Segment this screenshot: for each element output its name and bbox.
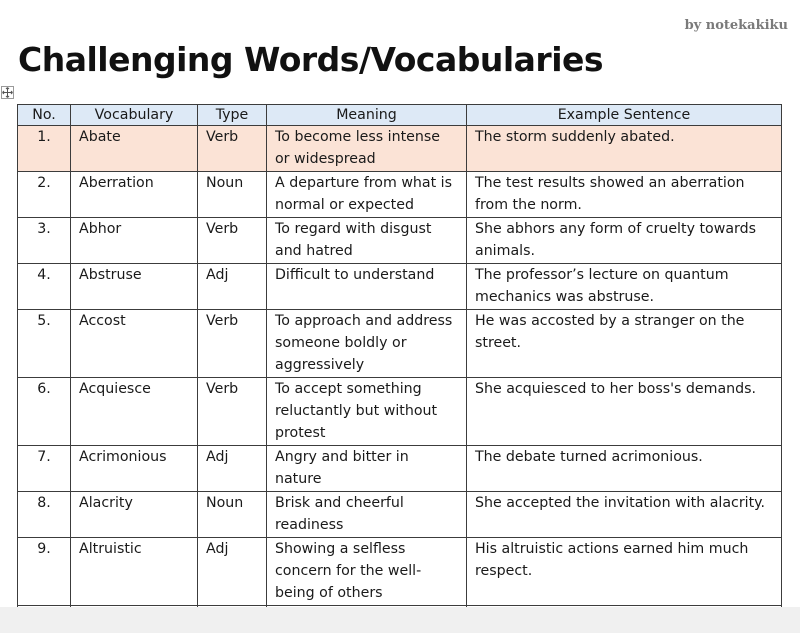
cell-meaning: Difficult to understand bbox=[267, 264, 467, 310]
cell-example: His altruistic actions earned him much respect. bbox=[467, 538, 782, 606]
cell-vocabulary: Accost bbox=[71, 310, 198, 378]
table-row bbox=[18, 492, 782, 538]
cell-type: Adj bbox=[198, 264, 267, 310]
page-title: Challenging Words/Vocabularies bbox=[18, 40, 604, 79]
table-body bbox=[18, 126, 782, 608]
cell-meaning: Brisk and cheerful readiness bbox=[267, 492, 467, 538]
cell-type: Verb bbox=[198, 378, 267, 446]
cell-example: The test results showed an aberration from the norm. bbox=[467, 172, 782, 218]
cell-type: Noun bbox=[198, 492, 267, 538]
vocabulary-table bbox=[17, 104, 782, 607]
cell-meaning: To regard with disgust and hatred bbox=[267, 218, 467, 264]
header-vocabulary: Vocabulary bbox=[71, 105, 198, 126]
cell-example: She abhors any form of cruelty towards animals. bbox=[467, 218, 782, 264]
cell-vocabulary: Aberration bbox=[71, 172, 198, 218]
table-row bbox=[18, 310, 782, 378]
table-header-row bbox=[18, 105, 782, 126]
header-meaning: Meaning bbox=[267, 105, 467, 126]
cell-example: The debate turned acrimonious. bbox=[467, 446, 782, 492]
cell-type: Verb bbox=[198, 126, 267, 172]
table-row bbox=[18, 264, 782, 310]
cell-meaning: To become less intense or widespread bbox=[267, 126, 467, 172]
cell-no: 6. bbox=[18, 378, 71, 446]
cell-meaning: To accept something reluctantly but without protest bbox=[267, 378, 467, 446]
cell-vocabulary: Abate bbox=[71, 126, 198, 172]
cell-type: Adj bbox=[198, 446, 267, 492]
table-move-handle-icon[interactable] bbox=[1, 86, 14, 99]
header-no: No. bbox=[18, 105, 71, 126]
header-example: Example Sentence bbox=[467, 105, 782, 126]
watermark: by notekakiku bbox=[684, 18, 788, 33]
cell-no: 8. bbox=[18, 492, 71, 538]
cell-meaning: Showing a selfless concern for the well-being of others bbox=[267, 538, 467, 606]
table-row bbox=[18, 218, 782, 264]
cell-type: Verb bbox=[198, 218, 267, 264]
table-row bbox=[18, 172, 782, 218]
cell-type: Adj bbox=[198, 538, 267, 606]
cell-type: Verb bbox=[198, 310, 267, 378]
cell-meaning: Angry and bitter in nature bbox=[267, 446, 467, 492]
cell-example: The professor’s lecture on quantum mechanics was abstruse. bbox=[467, 264, 782, 310]
cell-vocabulary: Abhor bbox=[71, 218, 198, 264]
window-bottom-strip bbox=[0, 607, 800, 633]
cell-no: 5. bbox=[18, 310, 71, 378]
cell-example: The storm suddenly abated. bbox=[467, 126, 782, 172]
cell-vocabulary: Acquiesce bbox=[71, 378, 198, 446]
cell-no: 2. bbox=[18, 172, 71, 218]
cell-meaning: A departure from what is normal or expected bbox=[267, 172, 467, 218]
header-type: Type bbox=[198, 105, 267, 126]
cell-no: 1. bbox=[18, 126, 71, 172]
cell-no: 3. bbox=[18, 218, 71, 264]
cell-vocabulary: Altruistic bbox=[71, 538, 198, 606]
cell-vocabulary: Alacrity bbox=[71, 492, 198, 538]
cell-vocabulary: Abstruse bbox=[71, 264, 198, 310]
cell-type: Noun bbox=[198, 172, 267, 218]
cell-no: 7. bbox=[18, 446, 71, 492]
cell-no: 4. bbox=[18, 264, 71, 310]
cell-example: He was accosted by a stranger on the street. bbox=[467, 310, 782, 378]
table-row bbox=[18, 378, 782, 446]
cell-vocabulary: Acrimonious bbox=[71, 446, 198, 492]
table-row bbox=[18, 446, 782, 492]
table-row bbox=[18, 538, 782, 606]
cell-meaning: To approach and address someone boldly or aggressively bbox=[267, 310, 467, 378]
cell-no: 9. bbox=[18, 538, 71, 606]
table-row bbox=[18, 126, 782, 172]
cell-example: She accepted the invitation with alacrity. bbox=[467, 492, 782, 538]
cell-example: She acquiesced to her boss's demands. bbox=[467, 378, 782, 446]
